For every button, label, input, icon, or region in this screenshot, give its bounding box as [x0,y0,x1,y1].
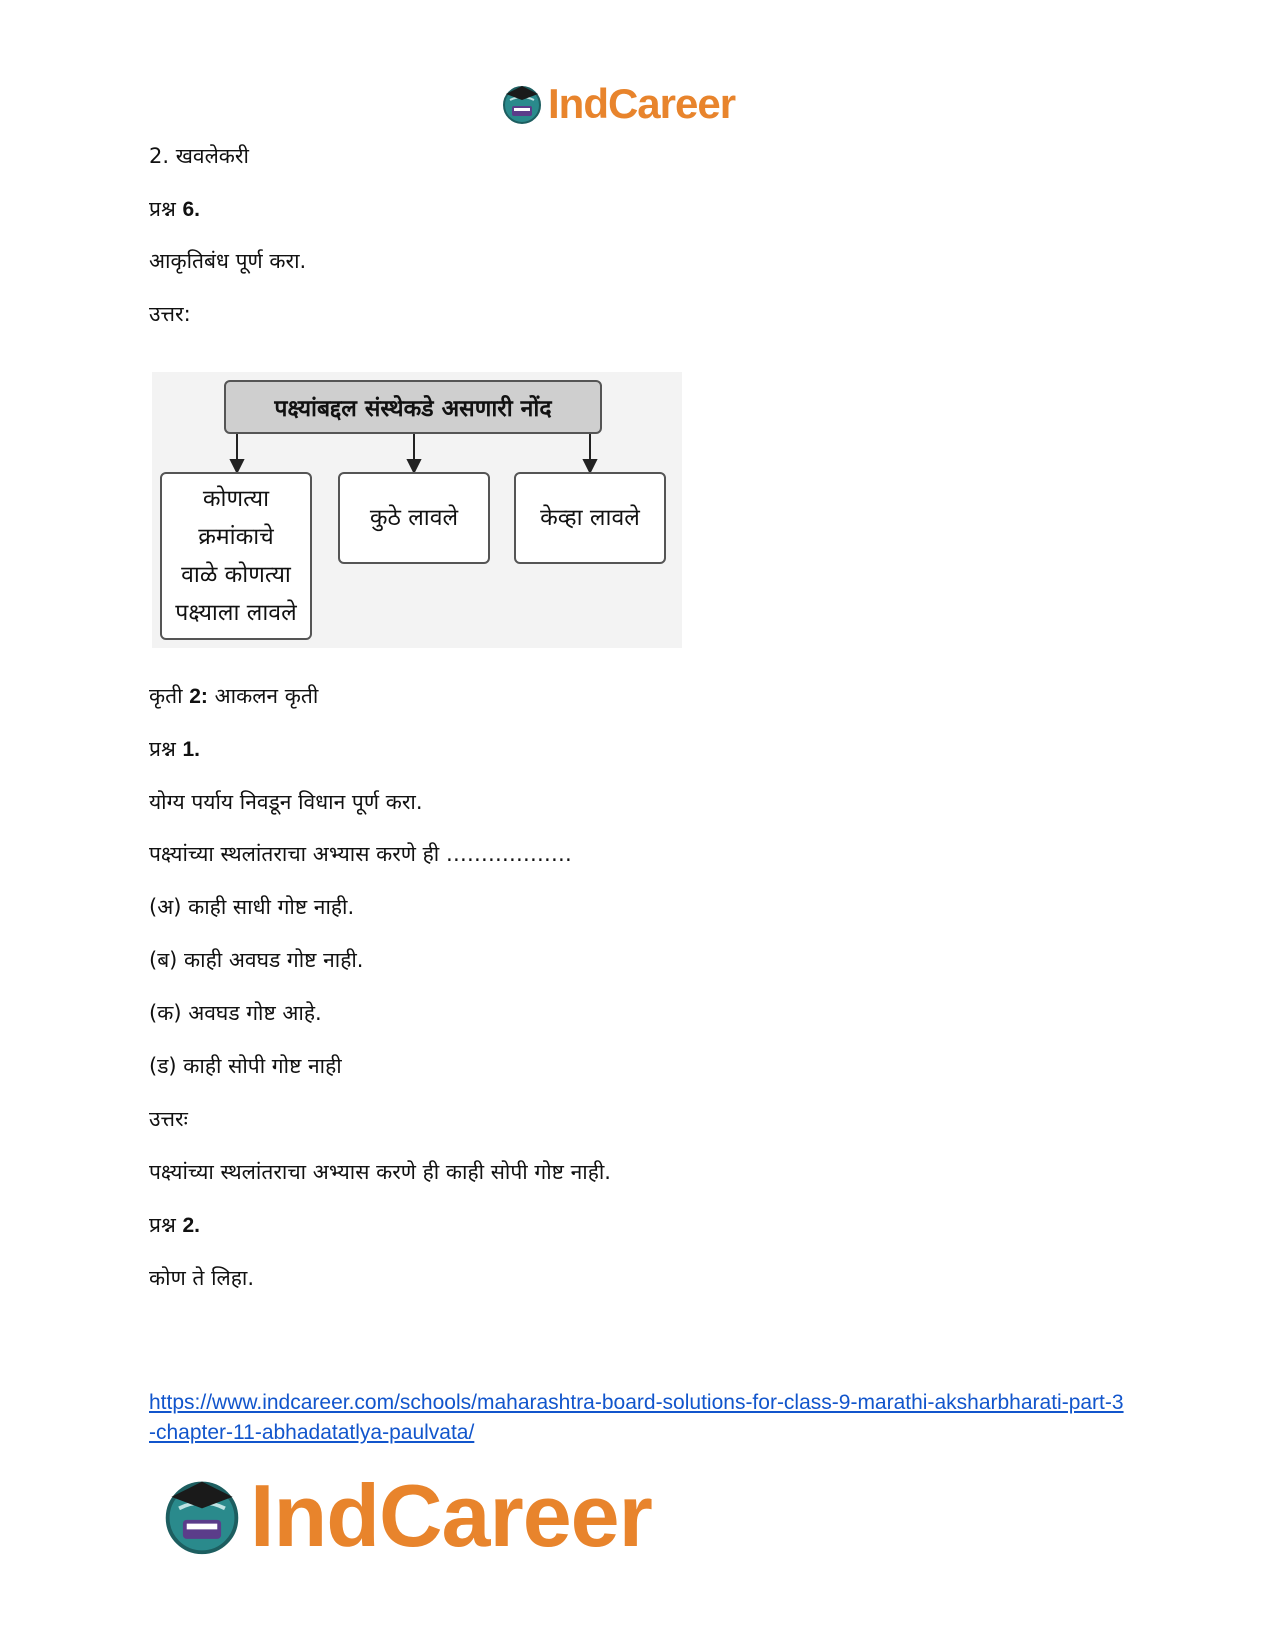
option-a: (अ) काही साधी गोष्ट नाही. [149,895,355,919]
footer-logo-text: IndCareer [250,1466,652,1565]
diagram-box-which-ring: कोणत्या क्रमांकाचे वाळे कोणत्या पक्ष्याला लावले [160,472,312,640]
answer-label: उत्तर: [149,302,191,326]
footer-logo [160,1468,652,1564]
question-number: 2. [182,1214,200,1237]
diagram-title: पक्ष्यांबद्दल संस्थेकडे असणारी नोंद [224,380,602,434]
option-c: (क) अवघड गोष्ट आहे. [149,1001,322,1025]
instruction-write-who: कोण ते लिहा. [149,1266,255,1290]
question-word: प्रश्न [149,197,176,221]
answer-label-2: उत्तरः [149,1107,188,1131]
question-word: प्रश्न [149,1213,176,1237]
activity-2-heading [149,682,318,711]
question-1-heading [149,735,200,764]
source-url-link[interactable]: https://www.indcareer.com/schools/maharashtra-board-solutions-for-class-9-marathi-aksharbharati-part-3-chapter-11-abhadatatlya-paulvata/ [149,1391,1124,1444]
instruction-complete-diagram: आकृतिबंध पूर्ण करा. [149,249,307,273]
activity-title: आकलन कृती [214,684,319,708]
option-b: (ब) काही अवघड गोष्ट नाही. [149,948,364,972]
concept-diagram [152,372,682,648]
diagram-box-when: केव्हा लावले [514,472,666,564]
question-number: 6. [182,198,200,221]
globe-cap-icon [160,1474,244,1558]
question-number: 1. [182,738,200,761]
header-logo-text: IndCareer [548,80,736,127]
option-d: (ड) काही सोपी गोष्ट नाही [149,1054,342,1078]
diagram-box-where: कुठे लावले [338,472,490,564]
globe-cap-icon [500,82,544,126]
question-2-heading [149,1211,200,1240]
instruction-choose-option: योग्य पर्याय निवडून विधान पूर्ण करा. [149,790,423,814]
header-logo [500,80,735,128]
answer-text: पक्ष्यांच्या स्थलांतराचा अभ्यास करणे ही काही सोपी गोष्ट नाही. [149,1160,611,1184]
section-title: 2. खवलेकरी [149,144,249,168]
question-word: प्रश्न [149,737,176,761]
question-6-heading [149,195,200,224]
statement-blank: पक्ष्यांच्या स्थलांतराचा अभ्यास करणे ही ……………… [149,842,572,866]
activity-word: कृती [149,684,183,708]
activity-number: 2: [189,685,208,708]
